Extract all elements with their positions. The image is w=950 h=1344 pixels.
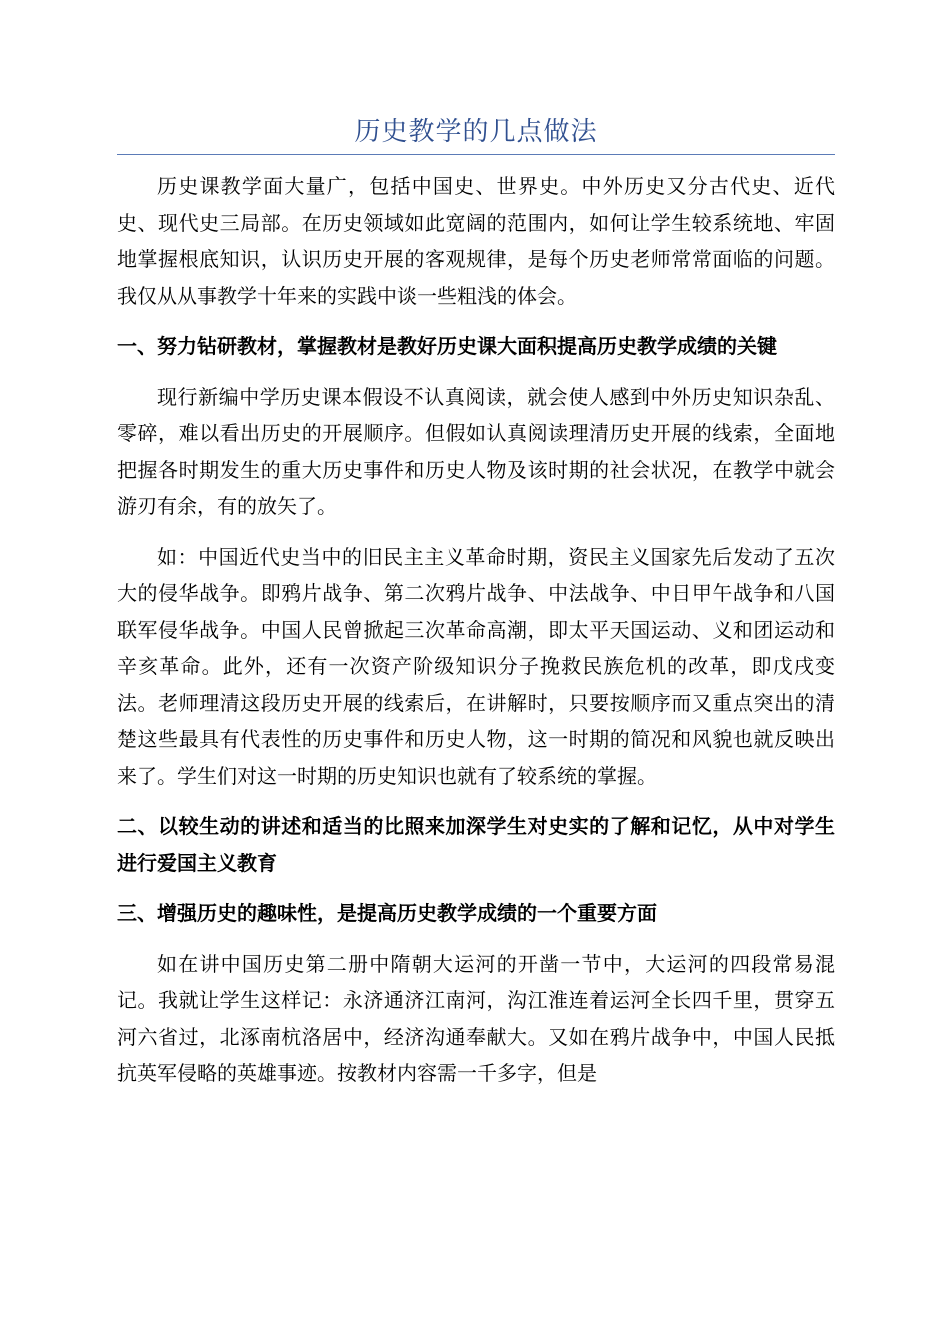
document-body [117, 168, 835, 1106]
document-title: 历史教学的几点做法 [354, 117, 598, 147]
paragraph-example: 如：中国近代史当中的旧民主主义革命时期，资民主义国家先后发动了五次大的侵华战争。即鸦片战争、第二次鸦片战争、中法战争、中日甲午战争和八国联军侵华战争。中国人民曾掀起三次革命高潮，即太平天国运动、义和团运动和辛亥革命。此外，还有一次资产阶级知识分子挽救民族危机的改革，即戊戌变法。老师理清这段历史开展的线索后，在讲解时，只要按顺序而又重点突出的清楚这些最具有代表性的历史事件和历史人物，这一时期的简况和风貌也就反映出来了。学生们对这一时期的历史知识也就有了较系统的掌握。 [117, 544, 835, 788]
paragraph-section-1: 现行新编中学历史课本假设不认真阅读，就会使人感到中外历史知识杂乱、零碎，难以看出历史的开展顺序。但假如认真阅读理清历史开展的线索，全面地把握各时期发生的重大历史事件和历史人物及该时期的社会状况，在教学中就会游刃有余，有的放矢了。 [117, 384, 835, 518]
section-heading-3: 三、增强历史的趣味性，是提高历史教学成绩的一个重要方面 [117, 901, 657, 925]
paragraph-section-3: 如在讲中国历史第二册中隋朝大运河的开凿一节中，大运河的四段常易混记。我就让学生这样记：永济通济江南河，沟江淮连着运河全长四千里，贯穿五河六省过，北涿南杭洛居中，经济沟通奉献大。又如在鸦片战争中，中国人民抵抗英军侵略的英雄事迹。按教材内容需一千多字，但是 [117, 951, 835, 1085]
section-heading-2: 二、以较生动的讲述和适当的比照来加深学生对史实的了解和记忆，从中对学生进行爱国主义教育 [117, 814, 835, 875]
section-heading-1: 一、努力钻研教材，掌握教材是教好历史课大面积提高历史教学成绩的关键 [117, 334, 777, 358]
paragraph-intro: 历史课教学面大量广，包括中国史、世界史。中外历史又分古代史、近代史、现代史三局部。在历史领域如此宽阔的范围内，如何让学生较系统地、牢固地掌握根底知识，认识历史开展的客观规律，是每个历史老师常常面临的问题。我仅从从事教学十年来的实践中谈一些粗浅的体会。 [117, 174, 835, 308]
title-underline [117, 154, 835, 155]
